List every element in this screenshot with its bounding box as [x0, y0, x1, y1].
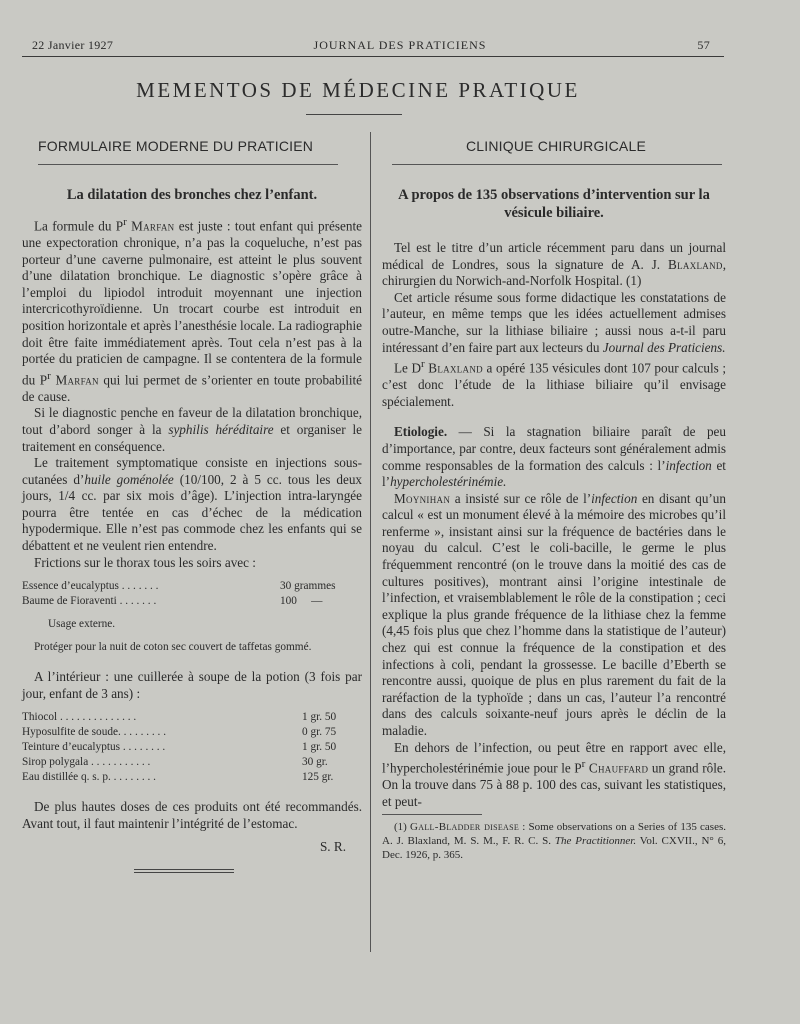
header-date: 22 Janvier 1927 — [32, 38, 114, 52]
left-paragraph-3: Le traitement symptomatique consiste en injections sous-cutanées d’huile goménolée (10/100, 2 à 5 cc. tous les deux jours, 1/4 cc. par six mois d’âge). L’injection intra-laryngée pourra être tentée en cas d’échec de la médication hypodermique. Elle n’est pas commode chez les enfants qui se débattent et ne veulent rien entendre. — [22, 455, 363, 554]
right-article-title: A propos de 135 observations d’intervention sur la vésicule biliaire. — [398, 187, 710, 221]
right-paragraph-etiologie: Etiologie. — Si la stagnation biliaire paraît de peu d’importance, par contre, deux facteurs sont généralement admis comme responsables de la formation des calculs : l’infection et l’hypercholestérinémie. — [382, 424, 726, 490]
header-page-number: 57 — [697, 38, 710, 52]
left-paragraph-4: Frictions sur le thorax tous les soirs avec : — [34, 554, 256, 570]
page-title: MEMENTOS DE MÉDECINE PRATIQUE — [136, 78, 580, 102]
right-column — [382, 186, 726, 863]
formula-row: Hyposulfite de soude. . . . . . . . . 0 gr. 75 — [22, 726, 337, 739]
left-section-rule — [38, 164, 338, 165]
right-paragraph-1: Tel est le titre d’un article récemment paru dans un journal médical de Londres, sous la signature de A. J. Blaxland, chirurgien du Norwich-and-Norfolk Hospital. (1) — [382, 240, 726, 289]
left-paragraph-5: A l’intérieur : une cuillerée à soupe de la potion (3 fois par jour, enfant de 3 ans) : — [22, 669, 362, 701]
right-paragraph-chauffard: En dehors de l’infection, ou peut être en rapport avec elle, l’hypercholestérinémie joue pour le $P^r$ Chauffard un grand rôle. On la trouve dans 75 à 88 p. 100 des cas, suivant les statistiques, et peut- — [382, 739, 727, 809]
end-rule — [134, 869, 234, 873]
left-paragraph-6: De plus hautes doses de ces produits ont été recommandés. Avant tout, il faut maintenir l’intégrité de l’estomac. — [22, 799, 362, 832]
left-paragraph-1: La formule du $P^r$ Marfan est juste : tout enfant qui présente une expectoration chronique, n’a pas la coqueluche, n’est pas porteur d’une caverne pulmonaire, est atteint le plus souvent d’une dilatation bronchique. Le diagnostic s’opère grâce à l’emploi du lipiodol introduit moyennant une injection intercricothyroïdienne. Un trocart courbe est introduit en position horizontale et après l’anesthésie locale. La radiographie doit être faite immédiatement après. Tout cela n’est pas à la portée du praticien de campagne. Il se contentera de la formule du $P^r$ Marfan qui lui permet de s’orienter en toute probabilité de cause. — [22, 216, 363, 404]
left-section-heading: FORMULAIRE MODERNE DU PRATICIEN — [38, 138, 314, 154]
signature: S. R. — [319, 838, 346, 854]
column-divider — [370, 132, 371, 952]
right-paragraph-2: Cet article résume sous forme didactique les constatations de l’auteur, en même temps que les idées actuellement admises outre-Manche, sur la lithiase biliaire ; aussi nous a-t-il paru intéressant d’en faire part aux lecteurs du Journal des Praticiens. — [382, 289, 726, 355]
formula-row: Eau distillée q. s. p. . . . . . . . . 125 gr. — [22, 771, 334, 784]
right-section-heading: CLINIQUE CHIRURGICALE — [465, 138, 646, 154]
left-article-title: La dilatation des bronches chez l’enfant. — [66, 187, 318, 203]
formula-frictions — [22, 579, 362, 609]
formula-potion — [22, 710, 362, 785]
protect-note: Protéger pour la nuit de coton sec couvert de taffetas gommé. — [34, 641, 312, 654]
formula-row: Essence d’eucalyptus . . . . . . . 30 grammes — [22, 580, 336, 593]
formula-row: Sirop polygala . . . . . . . . . . . 30 gr. — [22, 756, 328, 769]
title-rule — [306, 114, 402, 115]
right-paragraph-3: Le $D^r$ Blaxland a opéré 135 vésicules dont 107 pour calculs ; c’est donc l’étude de la lithiase biliaire qu’il envisage spécialement. — [382, 358, 727, 409]
formula-row: Teinture d’eucalyptus . . . . . . . . 1 gr. 50 — [22, 741, 337, 754]
left-column — [22, 186, 362, 873]
right-section-rule — [392, 164, 722, 165]
left-paragraph-2: Si le diagnostic penche en faveur de la dilatation bronchique, tout d’abord songer à la syphilis héréditaire et organiser le traitement en conséquence. — [22, 405, 362, 454]
formula-row: Baume de Fioraventi . . . . . . . 100 — — [22, 595, 323, 608]
usage-note: Usage externe. — [48, 618, 116, 631]
footnote: (1) Gall-Bladder disease : Some observations on a Series of 135 cases. A. J. Blaxland, M. S. M., F. R. C. S. The Practitionner. Vol. CXVII., N° 6, Dec. 1926, p. 365. — [382, 821, 726, 861]
header-rule — [22, 56, 724, 57]
header-journal-name: JOURNAL DES PRATICIENS — [313, 38, 487, 52]
footnote-rule — [382, 814, 482, 815]
right-paragraph-moynihan: Moynihan a insisté sur ce rôle de l’infection en disant qu’un calcul « est un monument élevé à la mémoire des microbes qu’il renferme », insistant ainsi sur la fréquence de bactéries dans le noyau du calcul. C’est le coli-bacille, le germe le plus fréquemment rencontré (on le trouve dans la moitié des cas de cultures positives), montrant ainsi l’origine intestinale de l’infection, et vraisemblablement le rôle de la constipation ; ceci explique la plus grande fréquence de la lithiase chez la femme (4,45 fois plus que chez l’homme dans la statistique de l’auteur) chez qui est connue la fréquence de la constipation et des infections à coli, pendant la grossesse. Le bacille d’Eberth se rencontre aussi, quoique de plus en plus rarement du fait de la raréfaction de la typhoïde ; dans un cas, l’auteur l’a rencontré dans des calculs soixante-neuf jours après le déclin de la maladie. — [382, 490, 726, 739]
formula-row: Thiocol . . . . . . . . . . . . . . 1 gr. 50 — [22, 711, 337, 724]
